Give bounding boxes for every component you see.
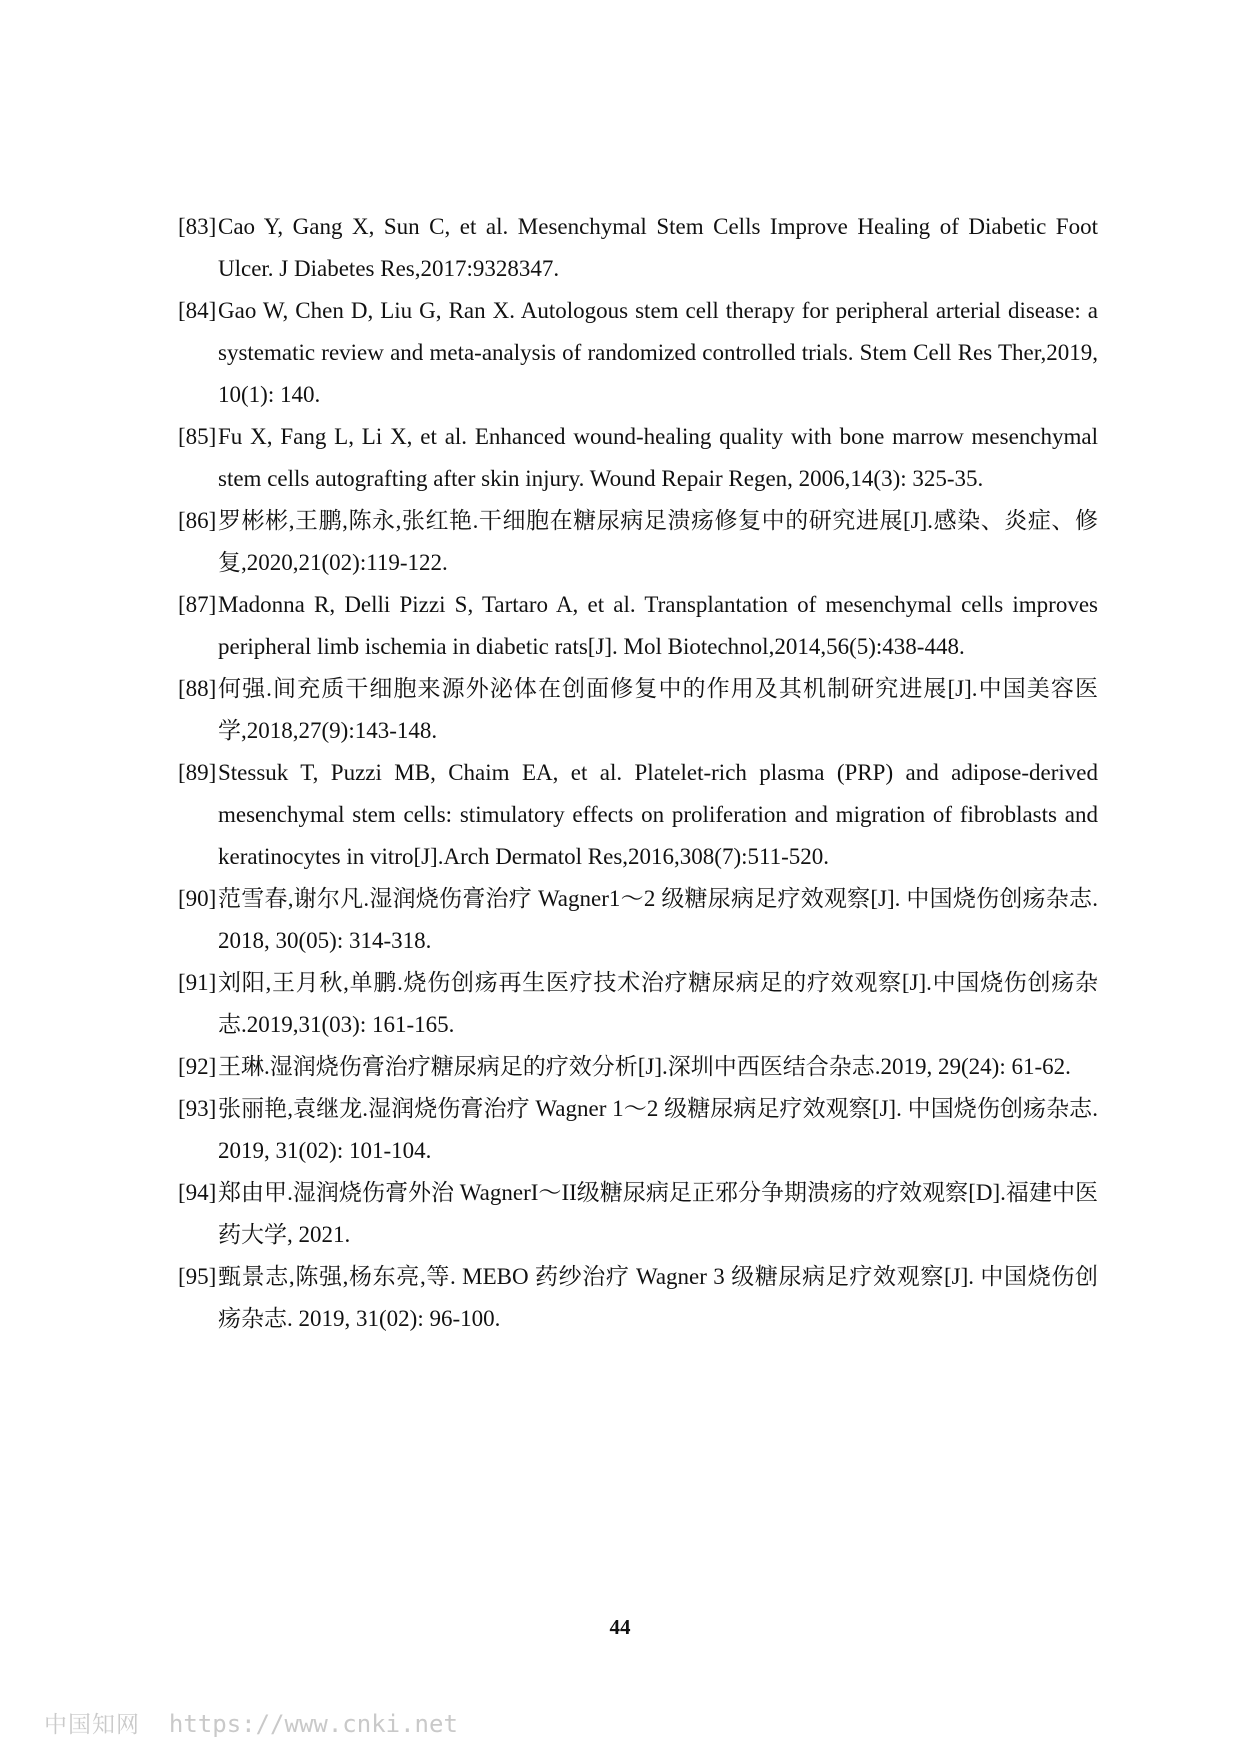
reference-text: 何强.间充质干细胞来源外泌体在创面修复中的作用及其机制研究进展[J].中国美容医学,2018,27(9):143-148.: [218, 676, 1098, 743]
reference-text: Madonna R, Delli Pizzi S, Tartaro A, et al. Transplantation of mesenchymal cells improves peripheral limb ischemia in diabetic rats[J]. Mol Biotechnol,2014,56(5):438-448.: [218, 592, 1098, 659]
reference-number: [93]: [178, 1096, 217, 1121]
reference-item: [178, 500, 1098, 584]
reference-text: Stessuk T, Puzzi MB, Chaim EA, et al. Platelet-rich plasma (PRP) and adipose-derived mesenchymal stem cells: stimulatory effects on proliferation and migration of fibroblasts and keratinocytes in vitro[J].Arch Dermatol Res,2016,308(7):511-520.: [218, 760, 1098, 869]
watermark: [44, 1706, 458, 1739]
reference-item: [178, 1088, 1098, 1172]
reference-item: [178, 1046, 1098, 1088]
reference-text: 范雪春,谢尔凡.湿润烧伤膏治疗 Wagner1～2 级糖尿病足疗效观察[J]. 中国烧伤创疡杂志. 2018, 30(05): 314-318.: [218, 886, 1098, 953]
page-number: 44: [609, 1615, 631, 1639]
reference-number: [95]: [178, 1264, 217, 1289]
reference-number: [85]: [178, 424, 217, 449]
reference-item: [178, 668, 1098, 752]
reference-number: [84]: [178, 298, 217, 323]
reference-number: [92]: [178, 1054, 217, 1079]
reference-text: Fu X, Fang L, Li X, et al. Enhanced wound-healing quality with bone marrow mesenchymal stem cells autografting after skin injury. Wound Repair Regen, 2006,14(3): 325-35.: [218, 424, 1098, 491]
reference-item: [178, 752, 1098, 878]
reference-text: Gao W, Chen D, Liu G, Ran X. Autologous stem cell therapy for peripheral arterial disease: a systematic review and meta-analysis of randomized controlled trials. Stem Cell Res Ther,2019, 10(1): 140.: [218, 298, 1098, 407]
watermark-site-name: 中国知网: [44, 1712, 140, 1738]
watermark-url: https://www.cnki.net: [168, 1710, 458, 1738]
reference-text: 刘阳,王月秋,单鹏.烧伤创疡再生医疗技术治疗糖尿病足的疗效观察[J].中国烧伤创疡杂志.2019,31(03): 161-165.: [218, 970, 1098, 1037]
reference-item: [178, 962, 1098, 1046]
reference-number: [90]: [178, 886, 217, 911]
reference-item: [178, 878, 1098, 962]
reference-list: [178, 206, 1098, 1340]
reference-number: [89]: [178, 760, 217, 785]
reference-number: [88]: [178, 676, 217, 701]
reference-text: 罗彬彬,王鹏,陈永,张红艳.干细胞在糖尿病足溃疡修复中的研究进展[J].感染、炎症、修复,2020,21(02):119-122.: [218, 508, 1098, 575]
reference-item: [178, 584, 1098, 668]
reference-text: Cao Y, Gang X, Sun C, et al. Mesenchymal Stem Cells Improve Healing of Diabetic Foot Ulcer. J Diabetes Res,2017:9328347.: [218, 214, 1098, 281]
reference-item: [178, 206, 1098, 290]
reference-number: [83]: [178, 214, 217, 239]
reference-text: 张丽艳,袁继龙.湿润烧伤膏治疗 Wagner 1～2 级糖尿病足疗效观察[J]. 中国烧伤创疡杂志. 2019, 31(02): 101-104.: [218, 1096, 1098, 1163]
reference-item: [178, 290, 1098, 416]
reference-number: [94]: [178, 1180, 217, 1205]
reference-number: [87]: [178, 592, 217, 617]
reference-text: 王琳.湿润烧伤膏治疗糖尿病足的疗效分析[J].深圳中西医结合杂志.2019, 29(24): 61-62.: [218, 1054, 1071, 1079]
reference-item: [178, 416, 1098, 500]
reference-number: [91]: [178, 970, 217, 995]
reference-item: [178, 1172, 1098, 1256]
reference-number: [86]: [178, 508, 217, 533]
reference-text: 甄景志,陈强,杨东亮,等. MEBO 药纱治疗 Wagner 3 级糖尿病足疗效观察[J]. 中国烧伤创疡杂志. 2019, 31(02): 96-100.: [218, 1264, 1098, 1331]
reference-text: 郑由甲.湿润烧伤膏外治 WagnerI～II级糖尿病足正邪分争期溃疡的疗效观察[D].福建中医药大学, 2021.: [218, 1180, 1098, 1247]
reference-item: [178, 1256, 1098, 1340]
